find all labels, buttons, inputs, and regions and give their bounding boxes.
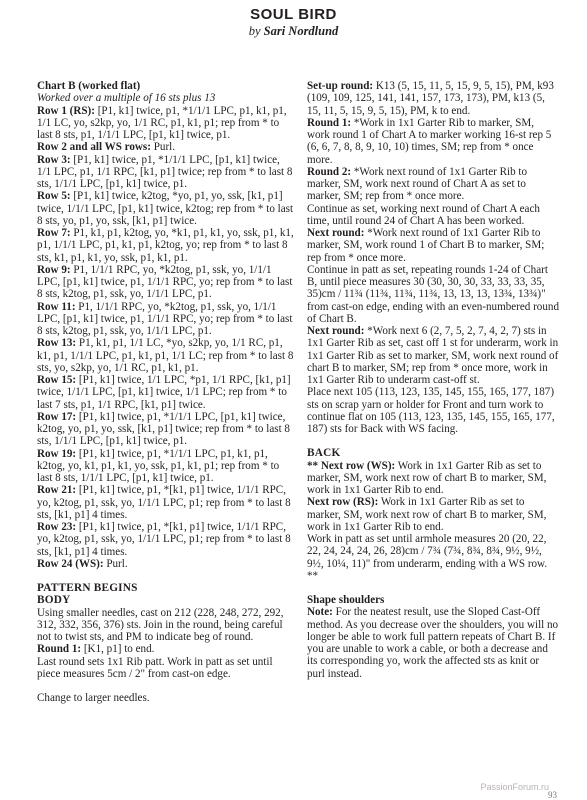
next-round-2-text: *Work next 6 (2, 7, 5, 2, 7, 4, 2, 7) sts in 1x1 Garter Rib as set, cast off 1 st for underarm, work in 1x1 Garter Rib as set to marker, SM, work next round of chart B to marker, SM; rep from * once more, work in 1x1 Garter Rib to underarm cast-off st. [307, 325, 559, 386]
shape-shoulders-heading: Shape shoulders [307, 594, 385, 606]
chart-b-subtitle: Worked over a multiple of 16 sts plus 13 [37, 92, 216, 105]
chart-b-heading: Chart B (worked flat) [37, 80, 141, 92]
continue-chart-b-text: Continue in patt as set, repeating rounds 1-24 of Chart B, until piece measures 30 (30, 30, 30, 33, 33, 33, 35, 35)cm / 11¾ (11¾, 11¾, 11¾, 13, 13, 13, 13¾, 13¾)" from cast-on edge, ending with an even-numbered round of Chart B. [307, 263, 559, 325]
chart-b-row-label: Row 1 (RS): [37, 104, 95, 117]
chart-b-row-text: [P1, k1] twice, p1, *1/1/1 LPC, [p1, k1] twice, 1/1 LPC, p1, 1/1 RPC, [k1, p1] twice; rep from * to last 8 sts, 1/1/1 LPC, [p1, k1] twice, p1. [37, 153, 293, 190]
round-1-text: [K1, p1] to end. [81, 643, 155, 656]
chart-b-row-label: Row 5: [37, 190, 71, 203]
next-row-rs-text: Work in 1x1 Garter Rib as set to marker, SM, work next row of chart B to marker, SM, work in 1x1 Garter Rib to end. [307, 496, 547, 533]
note-label: Note: [307, 606, 333, 619]
right-round-2-label: Round 2: [307, 165, 352, 178]
chart-b-row [37, 521, 295, 558]
chart-b-row-label: Row 17: [37, 410, 77, 423]
setup-round-label: Set-up round: [307, 80, 374, 92]
body-heading: BODY [37, 594, 71, 607]
right-round-2-text: *Work next round of 1x1 Garter Rib to marker, SM, work next round of Chart A as set to marker, SM; rep from * once more. [307, 165, 528, 203]
chart-b-row [37, 141, 295, 153]
right-round-1-text: *Work in 1x1 Garter Rib to marker, SM, work round 1 of Chart A to marker working 16-st rep 5 (6, 6, 7, 8, 8, 9, 10, 10) times, SM; rep from * once more. [307, 116, 552, 166]
next-row-rs [307, 496, 559, 533]
chart-b-row-label: Row 23: [37, 521, 77, 533]
body-last-round-text: Last round sets 1x1 Rib patt. Work in patt as set until piece measures 5cm / 2" from cast-on edge. [37, 655, 273, 680]
continue-chart-a-text: Continue as set, working next round of Chart A each time, until round 24 of Chart A has been worked. [307, 202, 540, 227]
chart-b-row-text: [P1, k1] twice, p1, *1/1/1 LPC, p1, k1, p1, k2tog, yo, k1, p1, k1, yo, ssk, p1, k1, p1; rep from * to last 8 sts, 1/1/1 LPC, [p1, k1] twice, p1. [37, 447, 280, 484]
next-row-ws [307, 460, 559, 497]
chart-b-row-label: Row 19: [37, 447, 77, 460]
chart-b-row-text: Purl. [150, 141, 175, 154]
author-name: Sari Nordlund [263, 24, 339, 38]
pattern-begins-heading: PATTERN BEGINS [37, 582, 138, 594]
chart-b-row [37, 301, 295, 338]
chart-b-row [37, 411, 295, 448]
shoulder-note [307, 606, 559, 680]
change-needles-text: Change to larger needles. [37, 692, 150, 704]
chart-b-row [37, 154, 295, 191]
setup-round [307, 80, 559, 117]
chart-b-row-label: Row 24 (WS): [37, 557, 104, 570]
chart-b-row [37, 484, 295, 521]
chart-b-row-text: [P1, k1] twice, p1, *[k1, p1] twice, 1/1/1 RPC, yo, k2tog, p1, ssk, yo, 1/1/1 LPC, p1; rep from * to last 8 sts, [k1, p1] 4 times. [37, 521, 291, 558]
round-1-label: Round 1: [37, 643, 82, 656]
right-round-1-label: Round 1: [307, 116, 352, 129]
chart-b-row-text: [P1, k1] twice, p1, *[k1, p1] twice, 1/1/1 RPC, yo, k2tog, p1, ssk, yo, 1/1/1 LPC, p1; rep from * to last 8 sts, [k1, p1] 4 times. [37, 484, 291, 521]
next-row-rs-label: Next row (RS): [307, 496, 379, 509]
chart-b-row [37, 227, 295, 264]
chart-b-row-text: [P1, k1] twice, k2tog, *yo, p1, yo, ssk, [k1, p1] twice, 1/1/1 LPC, [p1, k1] twice, k2tog; rep from * to last 8 sts, yo, p1, yo, ssk, [k1, p1] twice. [37, 190, 294, 227]
chart-b-row [37, 105, 295, 142]
chart-b-row-text: [P1, k1] twice, p1, *1/1/1 LPC, p1, k1, p1, 1/1 LC, yo, s2kp, yo, 1/1 RC, p1, k1, p1; rep from * to last 8 sts, p1, 1/1/1 LPC, [p1, k1] twice, p1. [37, 104, 287, 141]
chart-b-row [37, 337, 295, 374]
setup-round-text: K13 (5, 15, 11, 5, 15, 9, 5, 15), PM, k93 (109, 109, 125, 141, 141, 157, 173, 173), PM, k13 (5, 15, 11, 5, 15, 9, 5, 15), PM, k to end. [307, 80, 554, 117]
left-column [37, 80, 295, 704]
chart-b-row-text: Purl. [103, 557, 128, 570]
byline-by: by [248, 24, 261, 38]
next-row-ws-text: Work in 1x1 Garter Rib as set to marker, SM, work next row of chart B to marker, SM, work in 1x1 Garter Rib to end. [307, 459, 547, 496]
next-round-underarm [307, 325, 559, 386]
byline [0, 24, 587, 39]
back-heading: BACK [307, 447, 341, 460]
body-round-1 [37, 643, 295, 655]
right-round-2 [307, 166, 559, 203]
chart-b-row [37, 264, 295, 301]
right-column [307, 80, 559, 680]
chart-b-row-text: [P1, k1] twice, p1, *1/1/1 LPC, [p1, k1] twice, k2tog, yo, p1, yo, ssk, [k1, p1] twice; rep from * to last 8 sts, 1/1/1 LPC, [p1, k1] twice, p1. [37, 410, 290, 448]
chart-b-row-text: P1, 1/1/1 RPC, yo, *k2tog, p1, ssk, yo, 1/1/1 LPC, [p1, k1] twice, p1, 1/1/1 RPC, yo; rep from * to last 8 sts, k2tog, p1, ssk, yo, 1/1/1 LPC, p1. [37, 300, 293, 337]
chart-b-row [37, 558, 295, 570]
next-round-label: Next round: [307, 227, 365, 239]
chart-b-row-label: Row 7: [37, 227, 71, 239]
note-text: For the neatest result, use the Sloped Cast-Off method. As you decrease over the shoulders, you will no longer be able to work full pattern repeats of Chart B. If you are unable to work a cable, or both a decrease and its corresponding yo, work the affected sts as knit or purl instead. [307, 606, 559, 680]
chart-b-row-text: P1, k1, p1, k2tog, yo, *k1, p1, k1, yo, ssk, p1, k1, p1, 1/1/1 LPC, p1, k1, p1, k2tog, yo; rep from * to last 8 sts, k1, p1, k1, yo, ssk, p1, k1, p1. [37, 227, 294, 264]
watermark-text: PassionForum.ru [480, 782, 549, 792]
chart-b-row-label: Row 3: [37, 153, 71, 166]
right-round-1 [307, 117, 559, 166]
next-round-text: *Work next round of 1x1 Garter Rib to marker, SM, work round 1 of Chart B to marker, SM; rep from * once more. [307, 227, 545, 264]
chart-b-row [37, 448, 295, 485]
chart-b-row [37, 190, 295, 227]
chart-b-row-label: Row 13: [37, 337, 77, 350]
page-number: 93 [548, 790, 557, 800]
chart-b-row [37, 374, 295, 411]
next-round-chart-b [307, 227, 559, 264]
chart-b-row-label: Row 11: [37, 300, 76, 313]
chart-b-row-text: P1, 1/1/1 RPC, yo, *k2tog, p1, ssk, yo, 1/1/1 LPC, [p1, k1] twice, p1, 1/1/1 RPC, yo; rep from * to last 8 sts, k2tog, p1, ssk, yo, 1/1/1 LPC, p1. [37, 263, 293, 301]
next-round-2-label: Next round: [307, 325, 365, 337]
chart-b-row-text: P1, k1, p1, 1/1 LC, *yo, s2kp, yo, 1/1 RC, p1, k1, p1, 1/1/1 LPC, p1, k1, p1, 1/1 LC; rep from * to last 8 sts, yo, s2kp, yo, 1/1 RC, p1, k1, p1. [37, 337, 294, 374]
chart-b-row-label: Row 2 and all WS rows: [37, 141, 151, 154]
armhole-text: Work in patt as set until armhole measures 20 (20, 22, 22, 24, 24, 24, 26, 28)cm / 7¾ (7¾, 8¾, 8¾, 9½, 9½, 9½, 10¼, 11)" from underarm, ending with a WS row. ** [307, 533, 548, 582]
chart-b-row-label: Row 21: [37, 484, 77, 497]
body-cast-on-text: Using smaller needles, cast on 212 (228, 248, 272, 292, 312, 332, 356, 376) sts. Join in the round, being careful not to twist sts, and PM to indicate beg of round. [37, 606, 284, 643]
next-row-ws-label: ** Next row (WS): [307, 459, 396, 472]
place-sts-text: Place next 105 (113, 123, 135, 145, 155, 165, 177, 187) sts on scrap yarn or holder for Front and turn work to continue flat on 105 (113, 123, 135, 145, 155, 165, 177, 187) sts for Back with WS facing. [307, 386, 555, 435]
chart-b-row-text: [P1, k1] twice, 1/1 LPC, *p1, 1/1 RPC, [k1, p1] twice, 1/1/1 LPC, [p1, k1] twice, 1/1 LPC; rep from * to last 7 sts, p1, 1/1 RPC, [k1, p1] twice. [37, 374, 291, 411]
chart-b-row-label: Row 15: [37, 374, 77, 386]
chart-b-rows [37, 105, 295, 571]
pattern-title: SOUL BIRD [250, 6, 337, 23]
chart-b-row-label: Row 9: [37, 263, 71, 276]
